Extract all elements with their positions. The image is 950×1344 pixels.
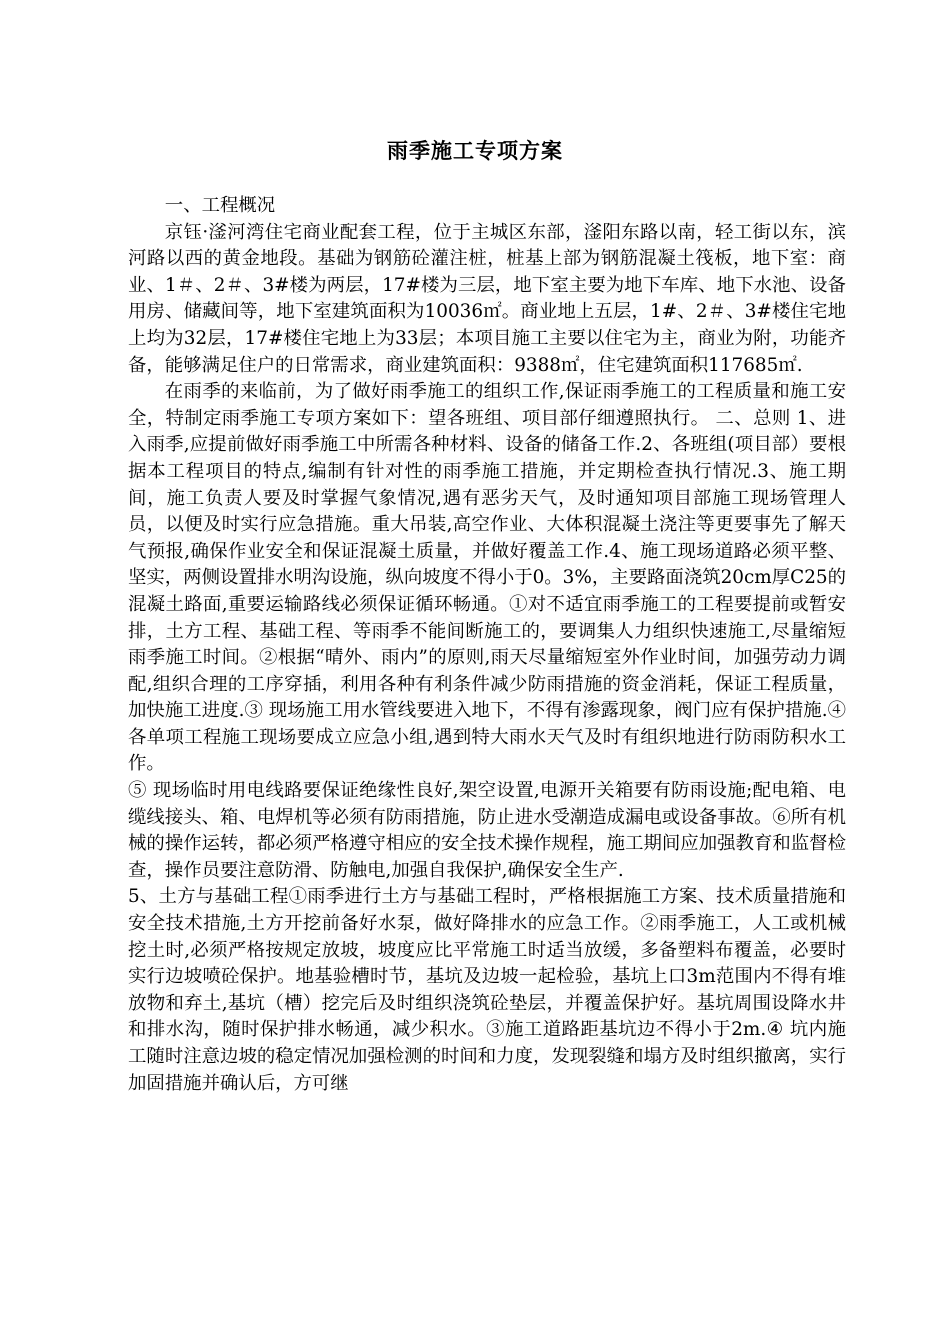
paragraph-electrical-safety: ⑤ 现场临时用电线路要保证绝缘性良好,架空设置,电源开关箱要有防雨设施;配电箱、电缆线接头、箱、电焊机等必须有防雨措施，防止进水受潮造成漏电或设备事故。⑥所有机械的操作运转，都必须严格遵守相应的安全技术操作规程，施工期间应加强教育和监督检查，操作员要注意防滑、防触电,加强自我保护,确保安全生产.	[128, 780, 846, 881]
document-body	[128, 193, 846, 1097]
paragraph-project-overview: 京钰·滏河湾住宅商业配套工程，位于主城区东部，滏阳东路以南，轻工街以东，滨河路以西的黄金地段。基础为钢筋砼灌注桩，桩基上部为钢筋混凝土筏板，地下室：商业、1＃、2＃、3#楼为两层，17#楼为三层，地下室主要为地下车库、地下水池、设备用房、储藏间等，地下室建筑面积为10036㎡。商业地上五层，1#、2＃、3#楼住宅地上均为32层，17#楼住宅地上为33层；本项目施工主要以住宅为主，商业为附，功能齐备，能够满足住户的日常需求，商业建筑面积：9388㎡，住宅建筑面积117685㎡.	[128, 221, 846, 376]
document-title: 雨季施工专项方案	[387, 139, 563, 163]
section-heading-overview: 一、工程概况	[164, 195, 276, 216]
paragraph-earthwork-foundation: 5、土方与基础工程①雨季进行土方与基础工程时，严格根据施工方案、技术质量措施和安全技术措施,土方开挖前备好水泵，做好降排水的应急工作。②雨季施工，人工或机械挖土时,必须严格按规定放坡，坡度应比平常施工时适当放缓，多备塑料布覆盖，必要时实行边坡喷砼保护。地基验槽时节，基坑及边坡一起检验，基坑上口3m范围内不得有堆放物和弃土,基坑（槽）挖完后及时组织浇筑砼垫层，并覆盖保护好。基坑周围设降水井和排水沟，随时保护排水畅通，减少积水。③施工道路距基坑边不得小于2m.④ 坑内施工随时注意边坡的稳定情况加强检测的时间和力度，发现裂缝和塌方及时组织撤离，实行加固措施并确认后，方可继	[128, 886, 846, 1094]
paragraph-general-rules: 在雨季的来临前，为了做好雨季施工的组织工作,保证雨季施工的工程质量和施工安全，特制定雨季施工专项方案如下：望各班组、项目部仔细遵照执行。 二、总则 1、进入雨季,应提前做好雨季施工中所需各种材料、设备的储备工作.2、各班组(项目部）要根据本工程项目的特点,编制有针对性的雨季施工措施，并定期检查执行情况.3、施工期间，施工负责人要及时掌握气象情况,遇有恶劣天气，及时通知项目部施工现场管理人员，以便及时实行应急措施。重大吊装,高空作业、大体积混凝土浇注等更要事先了解天气预报,确保作业安全和保证混凝土质量，并做好覆盖工作.4、施工现场道路必须平整、坚实，两侧设置排水明沟设施，纵向坡度不得小于0。3%，主要路面浇筑20cm厚C25的混凝土路面,重要运输路线必须保证循环畅通。①对不适宜雨季施工的工程要提前或暂安排，土方工程、基础工程、等雨季不能间断施工的，要调集人力组织快速施工,尽量缩短雨季施工时间。②根据“晴外、雨内”的原则,雨天尽量缩短室外作业时间，加强劳动力调配,组织合理的工序穿插，利用各种有利条件减少防雨措施的资金消耗，保证工程质量，加快施工进度.③ 现场施工用水管线要进入地下，不得有渗露现象，阀门应有保护措施.④ 各单项工程施工现场要成立应急小组,遇到特大雨水天气及时有组织地进行防雨防积水工作。	[128, 381, 846, 775]
